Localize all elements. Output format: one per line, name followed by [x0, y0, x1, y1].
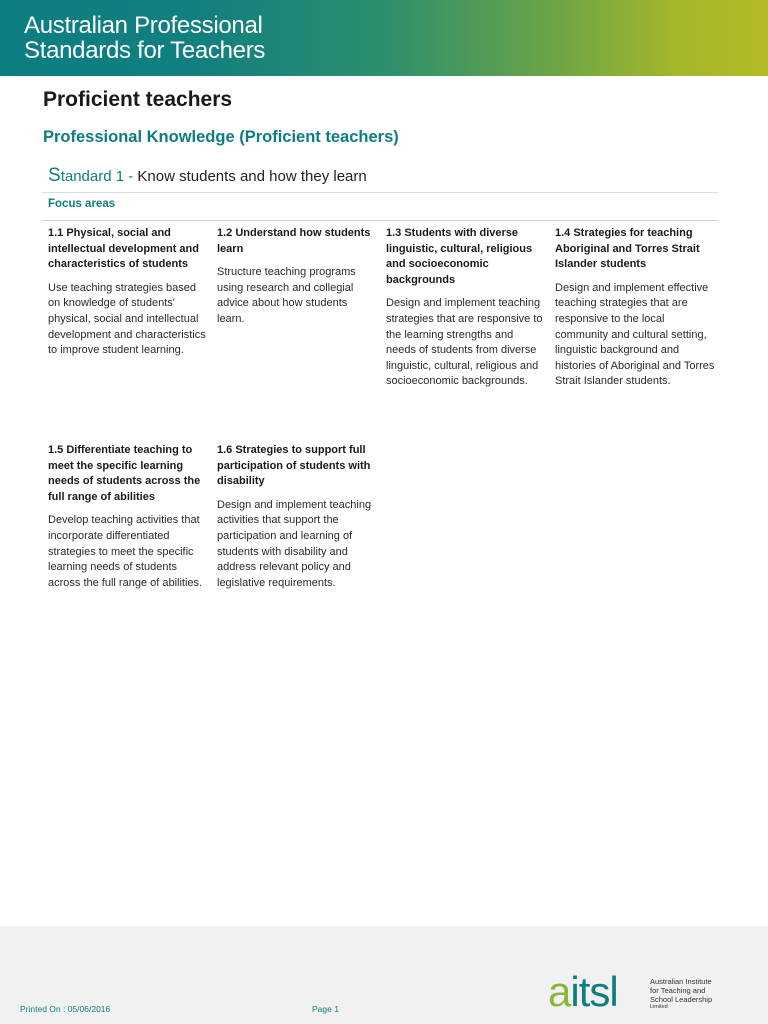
logo-text-line1: Australian Institute [650, 977, 712, 986]
focus-area-1-6 [217, 443, 377, 591]
banner-title-line2: Standards for Teachers [24, 37, 266, 64]
logo-text-line2: for Teaching and [650, 986, 706, 995]
aitsl-logo-mark: aitsl [548, 968, 618, 1015]
standard-number: tandard 1 - [60, 168, 138, 185]
focus-area-text: Design and implement effective teaching strategies that are responsive to the local community and cultural setting, linguistic background and histories of Aboriginal and Torres Strait Islander students. [555, 281, 715, 388]
focus-area-1-5 [48, 443, 208, 591]
focus-area-text: Develop teaching activities that incorporate differentiated strategies to meet the specific learning needs of students across the full range of abilities. [48, 514, 203, 589]
standard-first-letter: S [48, 165, 61, 186]
banner-title [24, 13, 265, 63]
focus-area-text: Design and implement teaching strategies that are responsive to the learning strengths and needs of students from diverse linguistic, cultural, religious and socioeconomic backgrounds. [386, 297, 543, 388]
section-title: Professional Knowledge (Proficient teachers) [43, 128, 399, 146]
banner-title-line1: Australian Professional [24, 12, 263, 39]
focus-area-1-2 [217, 226, 377, 328]
focus-area-heading: 1.3 Students with diverse linguistic, cultural, religious and socioeconomic backgrounds [386, 227, 533, 286]
header-banner [0, 0, 768, 76]
focus-area-heading: 1.4 Strategies for teaching Aboriginal and Torres Strait Islander students [555, 227, 700, 271]
focus-area-1-3 [386, 226, 546, 390]
focus-area-1-1 [48, 226, 208, 359]
focus-areas-label: Focus areas [48, 198, 116, 210]
focus-area-text: Use teaching strategies based on knowledge of students' physical, social and intellectual development and characteristics to improve student learning. [48, 281, 206, 357]
standard-heading [48, 165, 367, 187]
divider [42, 192, 718, 193]
focus-area-text: Design and implement teaching activities that support the participation and learning of students with disability and address relevant policy and legislative requirements. [217, 498, 372, 589]
logo-text-line4: Limited [650, 1004, 668, 1010]
focus-area-1-4 [555, 226, 715, 390]
focus-area-heading: 1.2 Understand how students learn [217, 227, 371, 255]
focus-area-heading: 1.1 Physical, social and intellectual development and characteristics of students [48, 227, 199, 271]
printed-on-date: Printed On : 05/06/2016 [20, 1004, 111, 1014]
page-number: Page 1 [312, 1004, 339, 1014]
standard-description: Know students and how they learn [137, 168, 367, 185]
aitsl-logo [548, 970, 718, 1016]
focus-area-heading: 1.5 Differentiate teaching to meet the specific learning needs of students across the full range of abilities [48, 444, 201, 503]
divider [42, 220, 718, 221]
page-title: Proficient teachers [43, 88, 233, 111]
focus-area-heading: 1.6 Strategies to support full participation of students with disability [217, 444, 371, 488]
logo-text-line3: School Leadership [650, 995, 713, 1004]
aitsl-logo-text [650, 977, 722, 1011]
focus-area-text: Structure teaching programs using research and collegial advice about how students learn. [217, 266, 356, 325]
